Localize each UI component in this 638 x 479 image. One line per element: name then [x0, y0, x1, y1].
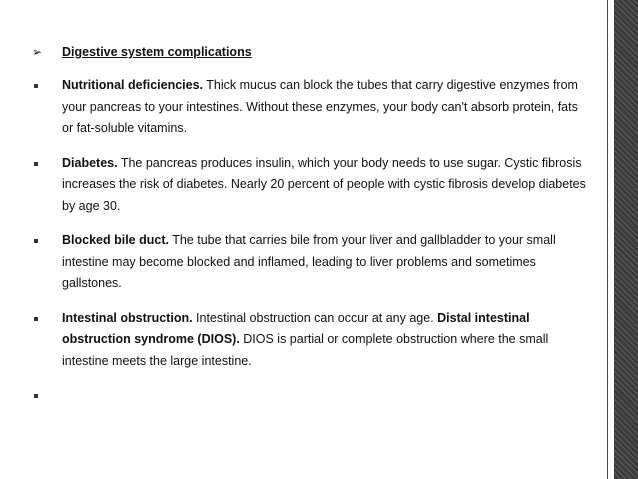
list-item-title: Intestinal obstruction. — [62, 310, 193, 325]
list-item-text: Thick mucus can block the tubes that carry digestive enzymes from your pancreas to your intestines. Without these enzymes, your body can't absorb protein, fats or fat-soluble vitamins. — [62, 78, 578, 135]
list-item-intestinal — [28, 308, 588, 373]
list-item-bile-duct — [28, 230, 588, 295]
slide-content — [28, 42, 588, 405]
list-item-title: Nutritional deficiencies. — [62, 78, 204, 92]
section-heading — [28, 42, 588, 62]
list-item-diabetes — [28, 153, 588, 218]
square-bullet-icon — [34, 317, 38, 321]
list-item-text-2: DIOS is partial or complete obstruction where the small intestine meets the large intestine. — [62, 332, 549, 368]
list-item-empty — [28, 385, 588, 405]
square-bullet-icon — [34, 239, 38, 243]
list-item-text: The pancreas produces insulin, which your body needs to use sugar. Cystic fibrosis increases the risk of diabetes. Nearly 20 percent of people with cystic fibrosis develop diabetes by age 30. — [62, 155, 586, 213]
square-bullet-icon — [34, 162, 38, 166]
list-item-title: Diabetes. — [62, 155, 118, 170]
square-bullet-icon — [34, 394, 38, 398]
section-heading-text: Digestive system complications — [62, 45, 252, 59]
list-item-subtitle: Distal intestinal obstruction syndrome (DIOS). — [62, 310, 530, 346]
decorative-side-line — [607, 0, 608, 479]
list-item-title: Blocked bile duct. — [62, 233, 169, 247]
list-item-text: The tube that carries bile from your liver and gallbladder to your small intestine may become blocked and inflamed, leading to liver problems and sometimes gallstones. — [62, 233, 556, 290]
list-item-text: Intestinal obstruction can occur at any age. — [192, 310, 438, 325]
square-bullet-icon — [34, 84, 38, 88]
arrow-bullet-icon: ➢ — [32, 45, 43, 59]
decorative-side-band — [614, 0, 638, 479]
list-item-nutritional — [28, 75, 588, 140]
